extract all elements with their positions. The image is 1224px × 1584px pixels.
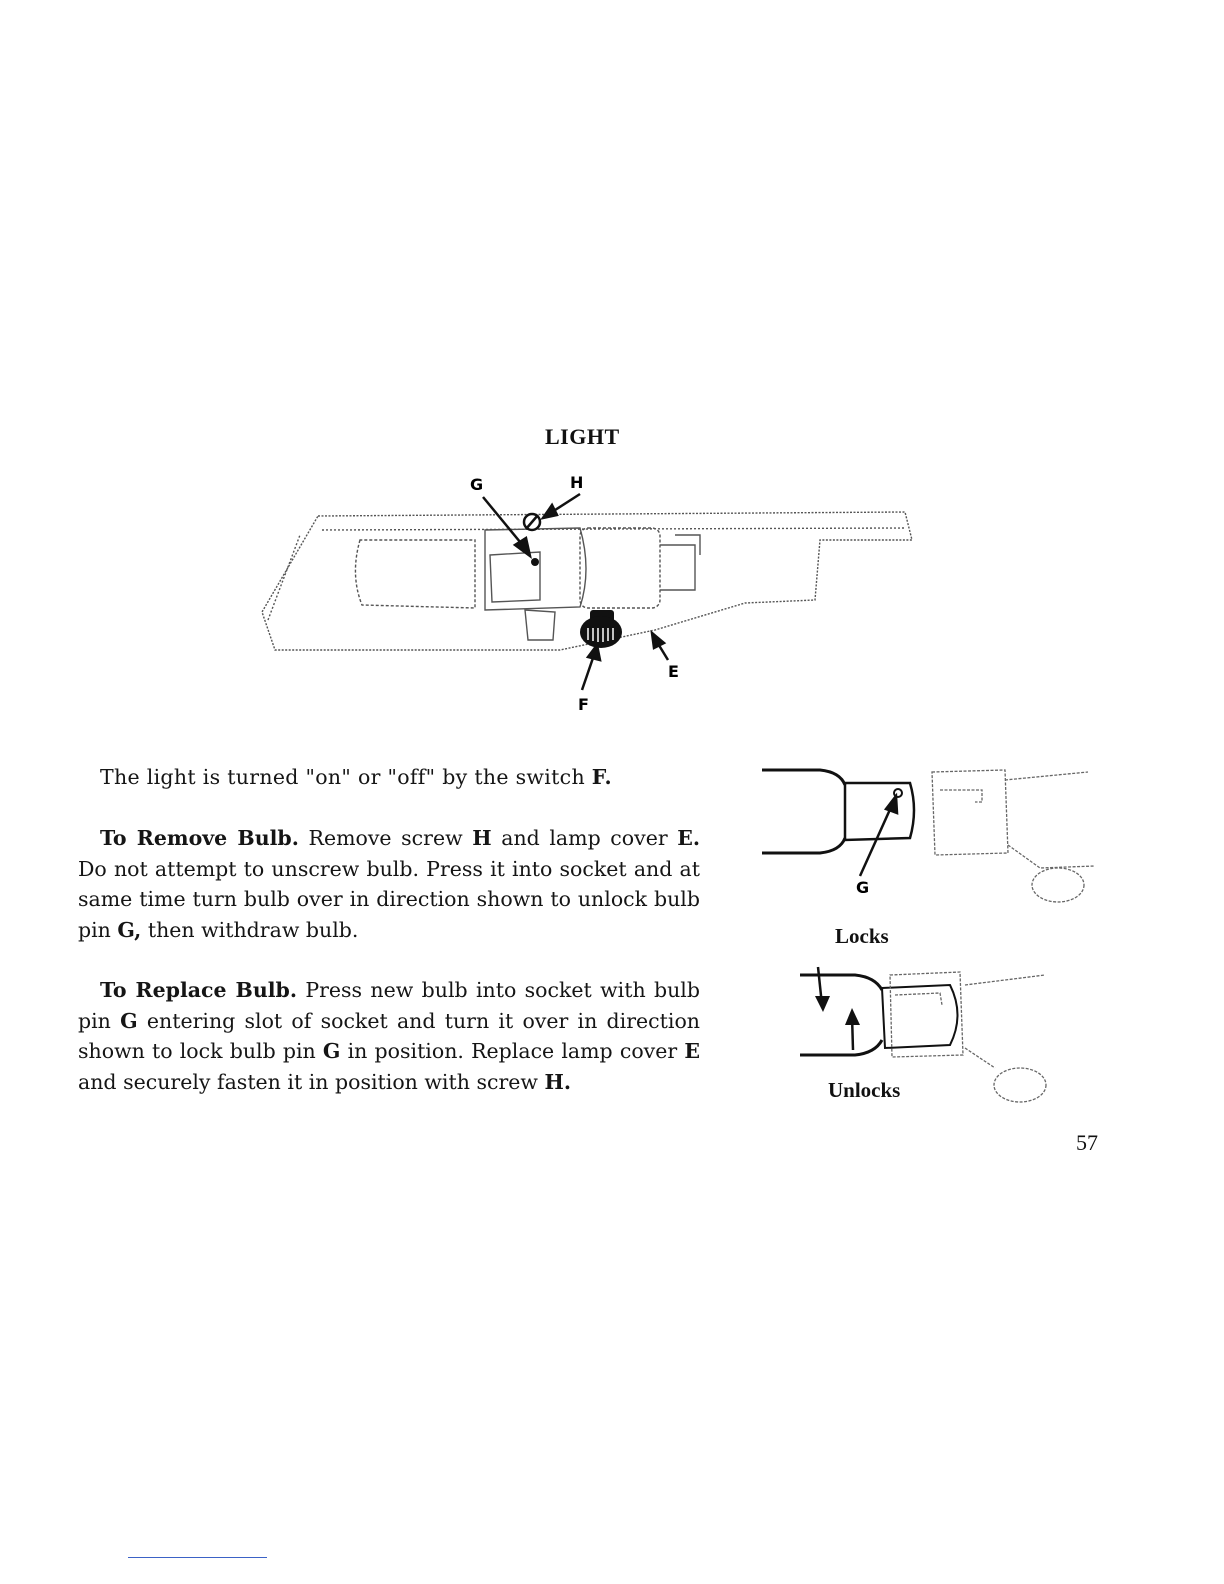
remove-text-3: Do not attempt to unscrew bulb. Press it into socket and at same time turn bulb over in direction shown to unlock bulb pin	[78, 856, 700, 942]
footer-rule	[128, 1557, 267, 1558]
replace-ref-h: H.	[544, 1069, 571, 1094]
remove-ref-h: H	[472, 826, 492, 850]
switch-text: The light is turned "on" or "off" by the switch	[100, 765, 592, 789]
locks-caption: Locks	[835, 924, 889, 948]
replace-ref-e: E	[684, 1039, 700, 1063]
replace-ref-g1: G	[120, 1008, 138, 1033]
replace-ref-g2: G	[322, 1039, 341, 1063]
replace-bulb-heading: To Replace Bulb.	[100, 978, 297, 1002]
remove-text-4: then withdraw bulb.	[141, 917, 359, 942]
remove-ref-g: G,	[117, 917, 142, 942]
locks-pin-label: G	[856, 878, 870, 897]
switch-letter: F.	[591, 765, 612, 789]
label-e: E	[668, 662, 679, 681]
unlocks-caption: Unlocks	[828, 1078, 901, 1102]
page-title: LIGHT	[545, 424, 620, 449]
label-f: F	[578, 695, 589, 714]
replace-text-1: Press new bulb into socket with bulb pin	[78, 978, 700, 1033]
remove-text-1: Remove screw	[298, 826, 473, 850]
remove-text-2: and lamp cover	[491, 826, 678, 850]
replace-text-4: and securely fasten it in position with screw	[78, 1069, 545, 1094]
label-g: G	[470, 475, 484, 494]
label-h: H	[570, 473, 584, 492]
replace-text-2: entering slot of socket and turn it over in direction shown to lock bulb pin	[78, 1008, 700, 1063]
remove-bulb-heading: To Remove Bulb.	[100, 826, 299, 850]
replace-text-3: in position. Replace lamp cover	[340, 1039, 685, 1063]
remove-ref-e: E.	[677, 826, 700, 850]
page-number: 57	[1076, 1130, 1098, 1155]
